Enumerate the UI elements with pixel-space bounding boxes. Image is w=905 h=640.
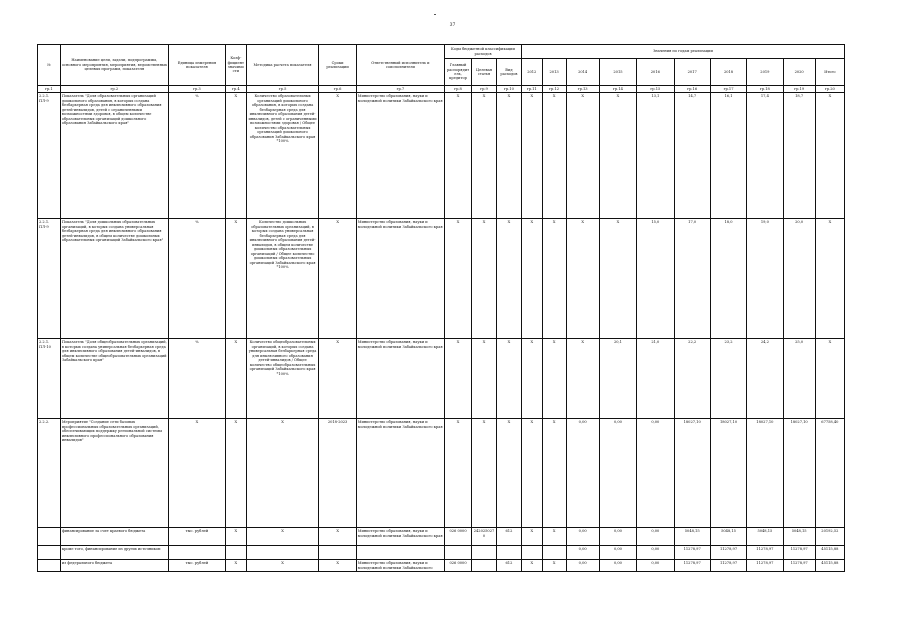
header-year: 2018	[710, 59, 746, 86]
row-unit: %	[168, 219, 225, 339]
row-method: Количество общеобразовательных организаций, в которых создана универсальная безбарьерная среда для инклюзивного образования детей-инвалидов / Общее количество общеобразовательных организаций Забайкальского края *100%	[246, 339, 319, 419]
finance-value: 11278,97	[747, 560, 783, 572]
finance-name: финансирование за счет краевого бюджета	[60, 528, 168, 546]
row-term: X	[319, 339, 356, 419]
finance-term	[319, 546, 356, 560]
finance-coef: X	[225, 560, 246, 572]
row-term: X	[319, 219, 356, 339]
row-value: 18027,10	[674, 419, 710, 528]
row-number: 2.2.1. ПЛ-9	[38, 93, 61, 219]
row-coef: X	[225, 93, 246, 219]
row-coef: X	[225, 339, 246, 419]
finance-row	[38, 546, 845, 560]
row-value: X	[566, 339, 599, 419]
column-number: гр.19	[783, 86, 815, 93]
row-unit: X	[168, 419, 225, 528]
column-number: гр.1	[38, 86, 61, 93]
row-value: X	[566, 93, 599, 219]
header-section: Целевая статья	[472, 59, 497, 86]
finance-section	[472, 560, 497, 572]
finance-value: 11278,97	[674, 546, 710, 560]
finance-value: 0,00	[637, 528, 674, 546]
row-name: Показатель "Доля дошкольных образовательных организаций, в которых создана универсальная безбарьерная среда для инклюзивного образования детей-инвалидов, в общем количестве дошкольных образовательных организаций Забайкальского края"	[60, 219, 168, 339]
column-number: гр.16	[674, 86, 710, 93]
row-grbs: X	[445, 419, 472, 528]
finance-value: 0,00	[599, 546, 636, 560]
row-value: X	[542, 419, 566, 528]
finance-type	[496, 546, 521, 560]
finance-value: X	[521, 560, 542, 572]
finance-value: 5048,15	[674, 528, 710, 546]
row-value: X	[542, 339, 566, 419]
finance-grbs: 026 0000	[445, 528, 472, 546]
column-number: гр.18	[747, 86, 783, 93]
row-grbs: X	[445, 219, 472, 339]
row-section: X	[472, 339, 497, 419]
row-value: 0,00	[566, 419, 599, 528]
row-value: X	[566, 219, 599, 339]
finance-method	[246, 546, 319, 560]
row-coef: X	[225, 219, 246, 339]
row-value: 20,1	[599, 339, 636, 419]
row-type: X	[496, 419, 521, 528]
row-section: X	[472, 93, 497, 219]
header-year: 2016	[637, 59, 674, 86]
row-value: X	[521, 339, 542, 419]
header-year: 2020	[783, 59, 815, 86]
row-type: X	[496, 93, 521, 219]
finance-value: 11278,97	[783, 560, 815, 572]
finance-value: 45115,88	[815, 546, 844, 560]
header-total: Итого	[815, 59, 844, 86]
finance-unit: тыс. рублей	[168, 528, 225, 546]
header-name: Наименование цели, задачи, подпрограммы, основного мероприятия, мероприятия, ведомственных целевых программ, показателя	[60, 45, 168, 86]
finance-value: 0,00	[599, 528, 636, 546]
table-row	[38, 339, 845, 419]
table-row	[38, 219, 845, 339]
row-value: 18,0	[710, 219, 746, 339]
finance-value: 5048,15	[710, 528, 746, 546]
row-value: 23,2	[710, 339, 746, 419]
row-number	[38, 560, 61, 572]
finance-value: 11278,97	[783, 546, 815, 560]
row-responsible: Министерство образования, науки и молодежной политики Забайкальского края	[356, 219, 444, 339]
finance-value: 0,00	[637, 560, 674, 572]
row-value: X	[521, 219, 542, 339]
column-numbering-row	[38, 86, 845, 93]
row-method: Количество дошкольных образовательных организаций, в которых создана универсальная безбарьерная среда для инклюзивного образования детей-инвалидов, в общем количестве дошкольных образовательных организаций / Общее количество дошкольных образовательных организаций Забайкальского края *100%	[246, 219, 319, 339]
finance-row	[38, 560, 845, 572]
header-year: 2019	[747, 59, 783, 86]
row-value: 22,2	[674, 339, 710, 419]
column-number: гр.6	[319, 86, 356, 93]
row-term: 2018-2023	[319, 419, 356, 528]
row-section: X	[472, 219, 497, 339]
finance-value: X	[521, 528, 542, 546]
finance-method: X	[246, 528, 319, 546]
row-value: X	[599, 93, 636, 219]
row-value: 0,00	[599, 419, 636, 528]
row-number	[38, 546, 61, 560]
finance-section	[472, 546, 497, 560]
column-number: гр.7	[356, 86, 444, 93]
finance-value: 0,00	[637, 546, 674, 560]
row-value: X	[599, 219, 636, 339]
row-value: X	[521, 419, 542, 528]
row-value: X	[815, 93, 844, 219]
column-number: гр.12	[542, 86, 566, 93]
column-number: гр.4	[225, 86, 246, 93]
header-year: 2012	[521, 59, 542, 86]
row-value: 16,1	[710, 93, 746, 219]
header-coef: Коэф-фициент значимости	[225, 45, 246, 86]
row-coef: X	[225, 419, 246, 528]
row-value: 19,0	[747, 219, 783, 339]
row-value: 25,0	[783, 339, 815, 419]
row-responsible: Министерство образования, науки и молодежной политики Забайкальского края	[356, 419, 444, 528]
finance-unit	[168, 546, 225, 560]
row-grbs: X	[445, 93, 472, 219]
finance-value: 5048,15	[747, 528, 783, 546]
row-value: 67758,40	[815, 419, 844, 528]
finance-responsible: Министерство образования, науки и молодежной политики Забайкальского края	[356, 528, 444, 546]
row-value: X	[542, 93, 566, 219]
finance-value: 11278,97	[674, 560, 710, 572]
row-name: Показатель "Доля общеобразовательных организаций, в которых создана универсальная безбарьерная среда для инклюзивного образования детей-инвалидов, в общем количестве общеобразовательных организаций Забайкальского края"	[60, 339, 168, 419]
finance-value: 0,00	[566, 560, 599, 572]
header-responsible: Ответственный исполнитель и соисполнители	[356, 45, 444, 86]
finance-coef	[225, 546, 246, 560]
finance-unit: тыс. рублей	[168, 560, 225, 572]
finance-term: X	[319, 560, 356, 572]
header-year: 2017	[674, 59, 710, 86]
finance-responsible: Министерство образования, науки и молодежной политики Забайкальского	[356, 560, 444, 572]
finance-value: 11278,97	[710, 546, 746, 560]
finance-type: 612	[496, 528, 521, 546]
finance-grbs	[445, 546, 472, 560]
column-number: гр.8	[445, 86, 472, 93]
table-row	[38, 93, 845, 219]
row-number: 2.2.1. ПЛ-10	[38, 339, 61, 419]
column-number: гр.9	[472, 86, 497, 93]
column-number: гр.15	[637, 86, 674, 93]
column-number: гр.5	[246, 86, 319, 93]
column-number: гр.13	[566, 86, 599, 93]
row-value: 18,7	[783, 93, 815, 219]
page-number: 37	[449, 23, 456, 28]
header-row-top	[38, 45, 845, 59]
finance-value: 11278,97	[747, 546, 783, 560]
header-year: 2014	[566, 59, 599, 86]
row-value: 15,0	[637, 219, 674, 339]
finance-responsible	[356, 546, 444, 560]
row-value: 14,7	[674, 93, 710, 219]
header-budget-codes: Коды бюджетной классификации расходов	[445, 45, 522, 59]
column-number: гр.10	[496, 86, 521, 93]
row-value: X	[815, 219, 844, 339]
finance-value	[542, 546, 566, 560]
header-unit: Единица измерения показателя	[168, 45, 225, 86]
column-number: гр.17	[710, 86, 746, 93]
row-value: 18027,10	[783, 419, 815, 528]
header-year: 2013	[542, 59, 566, 86]
finance-term: X	[319, 528, 356, 546]
finance-value: 45115,88	[815, 560, 844, 572]
row-type: X	[496, 339, 521, 419]
finance-name: кроме того, финансирование из других источников:	[60, 546, 168, 560]
column-number: гр.14	[599, 86, 636, 93]
row-value: X	[815, 339, 844, 419]
row-number	[38, 528, 61, 546]
finance-section: 2420250270	[472, 528, 497, 546]
header-term: Сроки реализации	[319, 45, 356, 86]
row-number: 2.2.1. ПЛ-9	[38, 219, 61, 339]
row-value: 0,00	[637, 419, 674, 528]
finance-grbs: 026 0000	[445, 560, 472, 572]
finance-row	[38, 528, 845, 546]
finance-type: 612	[496, 560, 521, 572]
row-method: X	[246, 419, 319, 528]
finance-value: 20192,52	[815, 528, 844, 546]
row-value: 18027,10	[747, 419, 783, 528]
row-value: 18027,10	[710, 419, 746, 528]
finance-value: 0,00	[566, 546, 599, 560]
row-name: Показатель "Доля образовательных организаций дошкольного образования, в которых создана безбарьерная среда для инклюзивного образования детей-инвалидов, детей с ограниченными возможностями здоровья, в общем количестве образовательных организаций дошкольного образования Забайкальского края"	[60, 93, 168, 219]
header-values: Значения по годам реализации	[521, 45, 844, 59]
header-method: Методика расчета показателя	[246, 45, 319, 86]
row-name: Мероприятие "Создание сети базовых профессиональных образовательных организаций, обеспечивающих поддержку региональной системы инклюзивного профессионального образования инвалидов"	[60, 419, 168, 528]
finance-name: из федерального бюджета	[60, 560, 168, 572]
finance-value: 11278,97	[710, 560, 746, 572]
column-number: гр.2	[60, 86, 168, 93]
row-value: 17,0	[674, 219, 710, 339]
column-number: гр.11	[521, 86, 542, 93]
row-number: 2.2.2.	[38, 419, 61, 528]
finance-value: 0,00	[599, 560, 636, 572]
row-value: 21,0	[637, 339, 674, 419]
row-type: X	[496, 219, 521, 339]
header-num: №	[38, 45, 61, 86]
finance-value: 0,00	[566, 528, 599, 546]
header-type: Вид расходов	[496, 59, 521, 86]
finance-value: X	[542, 528, 566, 546]
finance-value	[521, 546, 542, 560]
row-section: X	[472, 419, 497, 528]
row-value: 13,1	[637, 93, 674, 219]
row-responsible: Министерство образования, науки и молодежной политики Забайкальского края	[356, 339, 444, 419]
finance-coef: X	[225, 528, 246, 546]
column-number: гр.3	[168, 86, 225, 93]
header-year: 2015	[599, 59, 636, 86]
row-grbs: X	[445, 339, 472, 419]
column-number: гр.20	[815, 86, 844, 93]
row-unit: %	[168, 93, 225, 219]
row-method: Количество образовательных организаций дошкольного образования, в которых создана безбарьерная среда для инклюзивного образования детей-инвалидов, детей с ограниченными возможностями здоровья / Общее количество образовательных организаций дошкольного образования Забайкальского края *100%	[246, 93, 319, 219]
row-value: 20,0	[783, 219, 815, 339]
row-value: 24,2	[747, 339, 783, 419]
row-term: X	[319, 93, 356, 219]
row-value: 17,4	[747, 93, 783, 219]
row-value: X	[521, 93, 542, 219]
program-table	[37, 44, 845, 572]
row-responsible: Министерство образования, науки и молодежной политики Забайкальского края	[356, 93, 444, 219]
scan-speck	[434, 14, 436, 15]
finance-value: 5048,15	[783, 528, 815, 546]
table-row	[38, 419, 845, 528]
finance-value: X	[542, 560, 566, 572]
row-value: X	[542, 219, 566, 339]
header-grbs: Главный распорядитель, кредитор	[445, 59, 472, 86]
row-unit: %	[168, 339, 225, 419]
finance-method: X	[246, 560, 319, 572]
